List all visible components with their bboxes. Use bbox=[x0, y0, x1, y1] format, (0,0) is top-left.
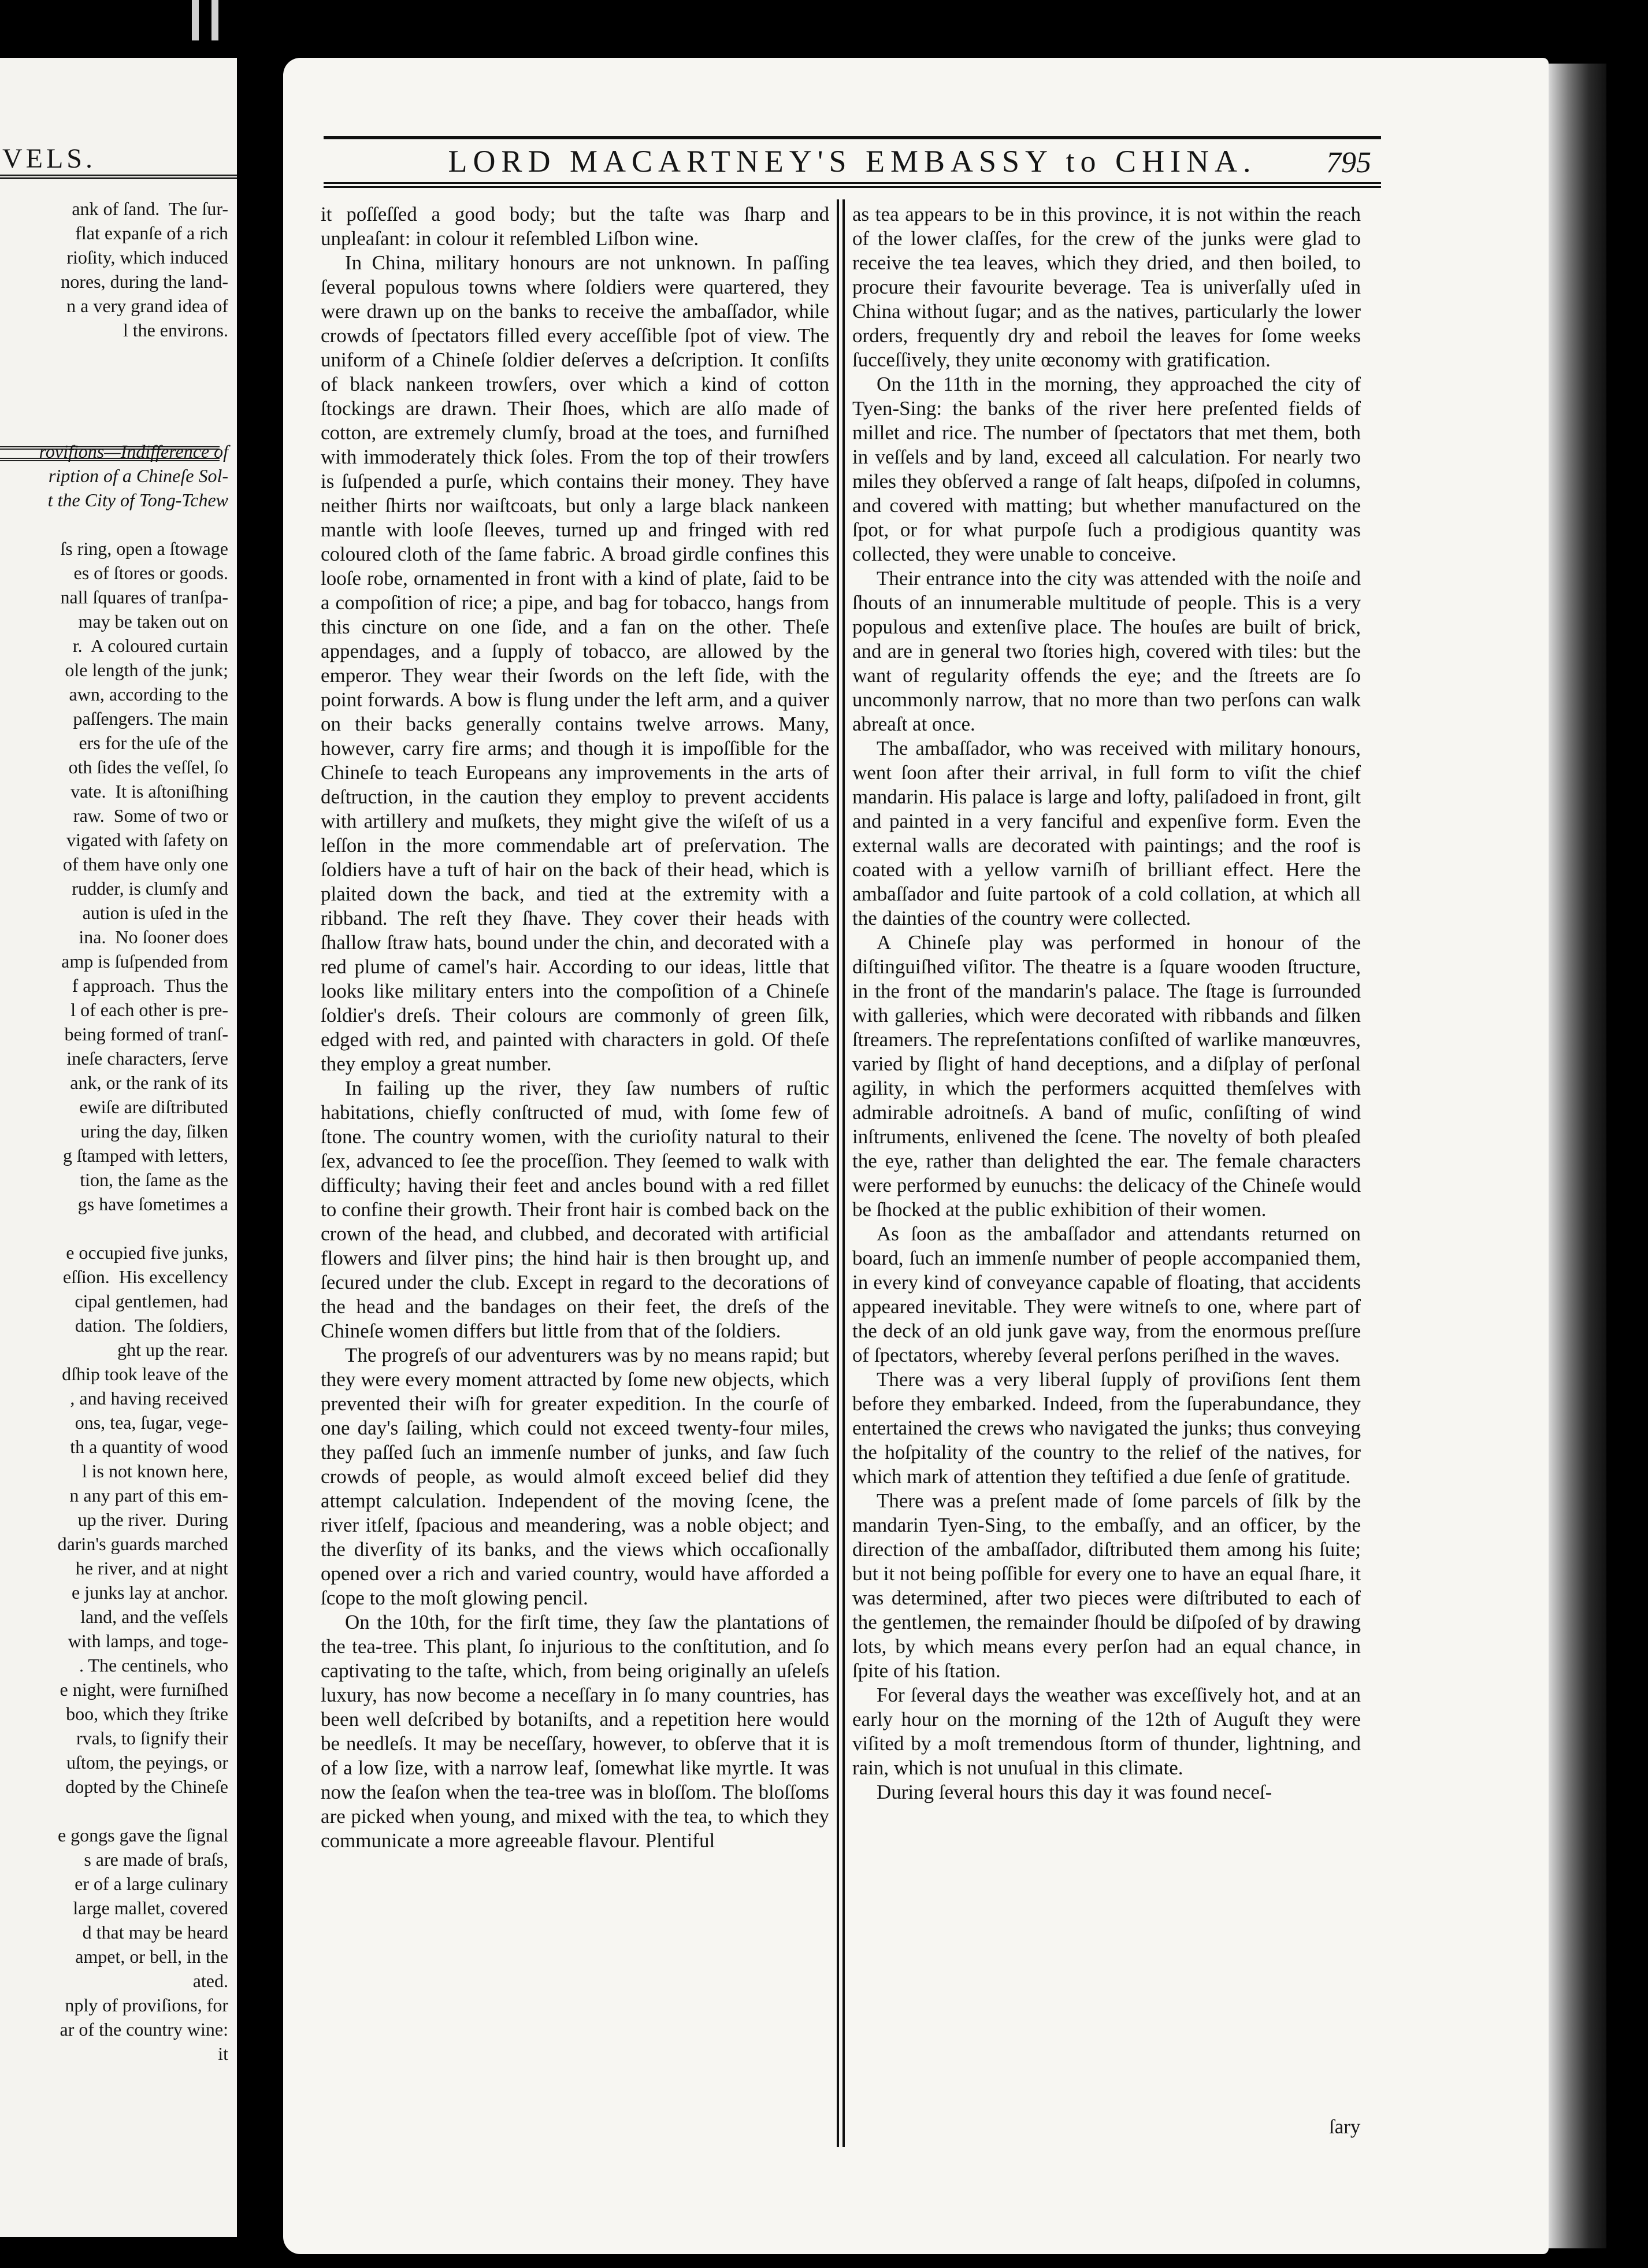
paragraph: A Chineſe play was performed in honour of the diſtinguiſhed viſitor. The theatre is a ſquare wooden ſtructure, in the front of the mandarin's palace. The ſtage is ſurrounded with galleries, which were decorated with ribbands and ſilken ſtreamers. The repreſentations conſiſted of warlike manœuvres, varied by ſlight of hand deceptions, and a diſplay of perſonal agility, in which the performers acquitted themſelves with admirable adroitneſs. A band of muſic, conſiſting of wind inſtruments, enlivened the ſcene. The novelty of both pleaſed the eye, rather than delighted the ear. The female characters were performed by eunuchs: the delicacy of the Chineſe would be ſhocked at the public exhibition of their women. bbox=[852, 931, 1361, 1221]
previous-page-line: rioſity, which induced bbox=[66, 247, 228, 268]
previous-page-line: eſſion. His excellency bbox=[62, 1266, 228, 1287]
column-rule bbox=[837, 199, 845, 2147]
previous-page-line: r. A coloured curtain bbox=[72, 635, 228, 656]
previous-page-line: ewiſe are diſtributed bbox=[79, 1096, 228, 1117]
previous-page-line: th a quantity of wood bbox=[70, 1436, 228, 1457]
previous-page-text bbox=[0, 197, 228, 2066]
binding-mark bbox=[211, 0, 218, 40]
previous-page-line: may be taken out on bbox=[78, 611, 228, 632]
previous-page-line: e occupied five junks, bbox=[66, 1242, 228, 1263]
previous-page-line: rudder, is clumſy and bbox=[72, 878, 228, 899]
previous-page-line: l is not known here, bbox=[81, 1461, 228, 1481]
paragraph: There was a very liberal ſupply of proviſions ſent them before they embarked. Indeed, from the ſuperabundance, they entertained the crews who navigated the junks; thus conveying the hoſpitality of the country to the relief of the natives, for which mark of attention they teſtified a due ſenſe of gratitude. bbox=[852, 1368, 1361, 1488]
previous-page-line: g ſtamped with letters, bbox=[62, 1145, 228, 1166]
previous-page-line: ons, tea, ſugar, vege- bbox=[75, 1412, 228, 1433]
previous-page-line: ght up the rear. bbox=[117, 1339, 228, 1360]
previous-page-line: ina. No ſooner does bbox=[79, 927, 228, 947]
previous-page-line: he river, and at night bbox=[75, 1558, 228, 1578]
previous-page-line: darin's guards marched bbox=[57, 1533, 228, 1554]
previous-page-line: nores, during the land- bbox=[61, 271, 228, 292]
previous-page-line: ription of a Chineſe Sol- bbox=[48, 465, 228, 486]
previous-page-line: nall ſquares of tranſpa- bbox=[60, 587, 228, 607]
paragraph: In China, military honours are not unknown. In paſſing ſeveral populous towns where ſoldiers were quartered, they were drawn up on the banks to receive the ambaſſador, while crowds of ſpectators filled every acceſſible ſpot of view. The uniform of a Chineſe ſoldier deſerves a deſcription. It conſiſts of black nankeen trowſers, over which a kind of cotton ſtockings are drawn. Their ſhoes, which are alſo made of cotton, are extremely clumſy, broad at the toes, and furniſhed with immoderately thick ſoles. From the top of their trowſers is ſuſpended a purſe, which contains their money. They have neither ſhirts nor waiſtcoats, but only a large black nankeen mantle with looſe ſleeves, turned up and fringed with red coloured cloth of the ſame fabric. A broad girdle confines this looſe robe, ornamented in front with a kind of plate, ſaid to be a compoſition of rice; a pipe, and bag for tobacco, hangs from this cincture on one ſide, and a fan on the other. Theſe appendages, and a ſupply of tobacco, are allowed by the emperor. They wear their ſwords on the left ſide, with the point forwards. A bow is flung under the left arm, and a quiver on their backs generally contains twelve arrows. Many, however, carry fire arms; and though it is impoſſible for the Chineſe to teach Europeans any improvements in the arts of deſtruction, in the caution they employ to prevent accidents with artillery and muſkets, they might give the wiſeſt of us a leſſon in the more commendable art of preſervation. The ſoldiers have a tuft of hair on the back of their head, which is plaited down the back, and tied at the extremity with a ribband. The reſt they ſhave. They cover their heads with ſhallow ſtraw hats, bound under the chin, and decorated with a red plume of camel's hair. According to our ideas, little that looks like military enters into the compoſition of a Chineſe ſoldier's dreſs. Their colours are commonly of green ſilk, edged with red, and painted with characters in gold. Of theſe they employ a great number. bbox=[321, 251, 829, 1075]
previous-page-line: large mallet, covered bbox=[73, 1898, 228, 1918]
previous-page-line: flat expanſe of a rich bbox=[75, 223, 228, 243]
paragraph: During ſeveral hours this day it was found neceſ- bbox=[877, 1781, 1272, 1803]
previous-page-line: gs have ſometimes a bbox=[77, 1194, 228, 1214]
previous-page-line bbox=[0, 1799, 228, 1823]
previous-page-line: es of ſtores or goods. bbox=[73, 562, 228, 583]
previous-page-line: land, and the veſſels bbox=[80, 1606, 228, 1627]
previous-page-line: dopted by the Chineſe bbox=[65, 1776, 228, 1797]
previous-page-line: ampet, or bell, in the bbox=[75, 1946, 228, 1967]
previous-page-line: boo, which they ſtrike bbox=[66, 1703, 228, 1724]
previous-page-line: ſs ring, open a ſtowage bbox=[60, 538, 228, 559]
previous-page-line: , and having received bbox=[70, 1388, 228, 1409]
paragraph: As ſoon as the ambaſſador and attendants returned on board, ſuch an immenſe number of people accompanied them, in every kind of conveyance capable of floating, that accidents appeared inevitable. They were witneſs to one, where part of the deck of an old junk gave way, from the enormous preſſure of ſpectators, whereby ſeveral perſons periſhed in the waves. bbox=[852, 1222, 1361, 1366]
previous-page-fragment bbox=[0, 58, 237, 2237]
previous-page-line: f approach. Thus the bbox=[72, 975, 228, 996]
previous-page-line: dation. The ſoldiers, bbox=[75, 1315, 228, 1336]
right-column bbox=[852, 202, 1361, 1804]
previous-page-line: er of a large culinary bbox=[75, 1873, 228, 1894]
previous-page-line: ank of ſand. The ſur- bbox=[72, 198, 228, 219]
previous-page-line: rvals, to ſignify their bbox=[76, 1728, 228, 1748]
page-edge bbox=[1549, 64, 1606, 2248]
previous-page-line: t the City of Tong-Tchew bbox=[47, 490, 228, 510]
previous-page-line bbox=[0, 366, 228, 391]
previous-page-line: d that may be heard bbox=[82, 1922, 228, 1943]
previous-page-line: raw. Some of two or bbox=[73, 805, 228, 826]
previous-page-line: paſſengers. The main bbox=[73, 708, 228, 729]
paragraph: On the 11th in the morning, they approached the city of Tyen-Sing: the banks of the river here preſented fields of millet and rice. The number of ſpectators that met them, both in veſſels and by land, exceed all calculation. For nearly two miles they obſerved a range of ſalt heaps, diſpoſed in columns, and covered with matting; but whether manufactured on the ſpot, or for what purpoſe ſuch a prodigious quantity was collected, they were unable to conceive. bbox=[852, 373, 1361, 565]
previous-page-line: n any part of this em- bbox=[69, 1485, 228, 1506]
previous-page-header: VELS. bbox=[0, 144, 237, 179]
previous-page-line: l of each other is pre- bbox=[70, 999, 228, 1020]
previous-page-line: dſhip took leave of the bbox=[62, 1363, 228, 1384]
previous-page-line bbox=[0, 391, 228, 415]
previous-page-line: n a very grand idea of bbox=[66, 295, 228, 316]
previous-page-line: . The centinels, who bbox=[79, 1655, 228, 1676]
previous-page-line: it bbox=[218, 2043, 228, 2064]
previous-page-line: rovifions—Indifference of bbox=[39, 441, 228, 462]
previous-page-line: uring the day, ſilken bbox=[80, 1121, 228, 1142]
paragraph: The ambaſſador, who was received with military honours, went ſoon after their arrival, in full form to viſit the chief mandarin. His palace is large and lofty, paliſadoed in front, gilt and painted in a very fanciful and expenſive form. Even the external walls are decorated with paintings; and the roof is coated with a yellow varniſh of brilliant effect. Here the ambaſſador and ſuite partook of a cold collation, at which all the dainties of the country were collected. bbox=[852, 737, 1361, 929]
previous-page-line: uſtom, the peyings, or bbox=[66, 1752, 228, 1773]
catchword: ſary bbox=[1329, 2115, 1361, 2138]
previous-page-line: ar of the country wine: bbox=[60, 2019, 228, 2040]
previous-page-line: ank, or the rank of its bbox=[70, 1072, 228, 1093]
previous-page-line: e gongs gave the ſignal bbox=[57, 1825, 228, 1845]
binding-mark bbox=[192, 0, 199, 40]
previous-page-line: up the river. During bbox=[77, 1509, 228, 1530]
paragraph: There was a preſent made of ſome parcels of ſilk by the mandarin Tyen-Sing, to the embaſſy, and an officer, by the direction of the ambaſſador, diſtributed them among his ſuite; but it not being poſſible for every one to have an equal ſhare, it was determined, after two pieces were diſtributed to each of the gentlemen, the remainder ſhould be diſpoſed of by drawing lots, by which means every perſon had an equal chance, in ſpite of his ſtation. bbox=[852, 1489, 1361, 1682]
previous-page-line bbox=[0, 1216, 228, 1240]
previous-page-line: ated. bbox=[192, 1970, 228, 1991]
paragraph: as tea appears to be in this province, it is not within the reach of the lower claſſes, for the crew of the junks were glad to receive the tea leaves, which they dried, and then boiled, to procure their favourite beverage. Tea is univerſally uſed in China without ſugar; and as the natives, particularly the lower orders, frequently dry and reboil the leaves for ſome weeks ſucceſſively, they unite œconomy with gratification. bbox=[852, 203, 1361, 371]
previous-page-line: e junks lay at anchor. bbox=[71, 1582, 228, 1603]
running-header: LORD MACARTNEY'S EMBASSY to CHINA. bbox=[324, 136, 1381, 188]
previous-page-line bbox=[0, 512, 228, 536]
previous-page-line: ole length of the junk; bbox=[65, 659, 228, 680]
paragraph: In failing up the river, they ſaw numbers of ruſtic habitations, chiefly conſtructed of mud, with ſome few of ſtone. The country women, with the curioſity natural to their ſex, advanced to ſee the proceſſion. They ſeemed to walk with difficulty; having their feet and ancles bound with a red fillet to confine their growth. Their front hair is combed back on the crown of the head, and clubbed, and decorated with artificial flowers and ſilver pins; the hind hair is then brought up, and ſecured under the club. Except in regard to the decorations of the head and the bandages on their feet, the dreſs of the Chineſe women differs but little from that of the ſoldiers. bbox=[321, 1077, 829, 1342]
paragraph: The progreſs of our adventurers was by no means rapid; but they were every moment attracted by ſome new objects, which prevented their wiſh for greater expedition. In the courſe of one day's ſailing, which could not exceed twenty-four miles, they paſſed ſuch an immenſe number of junks, and ſaw ſuch crowds of people, as would almoſt exceed belief did they attempt calculation. Independent of the moving ſcene, the river itſelf, ſpacious and meandering, was a noble object; and the diverſity of its banks, and the views which occaſionally opened over a rich and varied country, would have afforded a ſcope to the moſt glowing pencil. bbox=[321, 1344, 829, 1609]
previous-page-line: nply of proviſions, for bbox=[65, 1995, 228, 2015]
previous-page-line: vate. It is aſtoniſhing bbox=[70, 781, 228, 802]
previous-page-line: being formed of tranſ- bbox=[64, 1024, 228, 1044]
previous-page-line: of them have only one bbox=[62, 854, 228, 874]
previous-page-line: ers for the uſe of the bbox=[79, 732, 228, 753]
previous-page-line: cipal gentlemen, had bbox=[75, 1291, 228, 1311]
previous-page-line: s are made of braſs, bbox=[84, 1849, 228, 1870]
previous-page-line bbox=[0, 342, 228, 366]
paragraph: Their entrance into the city was attended with the noiſe and ſhouts of an innumerable multitude of people. This is a very populous and extenſive place. The houſes are built of brick, and are in general two ſtories high, covered with tiles: but the want of regularity offends the eye; and the ſtreets are ſo uncommonly narrow, that no more than two perſons can walk abreaſt at once. bbox=[852, 567, 1361, 735]
previous-page-line: tion, the ſame as the bbox=[80, 1169, 228, 1190]
previous-page-line: ineſe characters, ſerve bbox=[66, 1048, 228, 1069]
paragraph: On the 10th, for the firſt time, they ſaw the plantations of the tea-tree. This plant, ſo injurious to the conſtitution, and ſo captivating to the taſte, which, from being originally an uſeleſs luxury, has now become a neceſſary in ſo many countries, has been well deſcribed by botaniſts, and a repetition here would be needleſs. It may be neceſſary, however, to obſerve that it is of a low ſize, with a narrow leaf, ſomewhat like myrtle. It was now the ſeaſon when the tea-tree was in bloſſom. The bloſſoms are picked when young, and mixed with the tea, to which they communicate a more agreeable flavour. Plentiful bbox=[321, 1611, 829, 1852]
previous-page-line: oth ſides the veſſel, ſo bbox=[68, 757, 228, 777]
previous-page-line: awn, according to the bbox=[69, 684, 228, 705]
previous-page-line: l the environs. bbox=[123, 320, 228, 340]
paragraph: it poſſeſſed a good body; but the taſte was ſharp and unpleaſant: in colour it reſembled Liſbon wine. bbox=[321, 203, 829, 250]
previous-page-line: amp is ſuſpended from bbox=[61, 951, 228, 972]
left-column bbox=[321, 202, 829, 1853]
previous-page-line: aution is uſed in the bbox=[82, 902, 228, 923]
previous-page-line: with lamps, and toge- bbox=[68, 1630, 228, 1651]
previous-page-line: e night, were furniſhed bbox=[60, 1679, 228, 1700]
previous-page-line bbox=[0, 415, 228, 439]
previous-page-line: vigated with ſafety on bbox=[66, 829, 228, 850]
paragraph: For ſeveral days the weather was exceſſively hot, and at an early hour on the morning of the 12th of Auguſt they were viſited by a moſt tremendous ſtorm of thunder, lightning, and rain, which is not unuſual in this climate. bbox=[852, 1684, 1361, 1779]
page-number: 795 bbox=[1326, 146, 1371, 179]
